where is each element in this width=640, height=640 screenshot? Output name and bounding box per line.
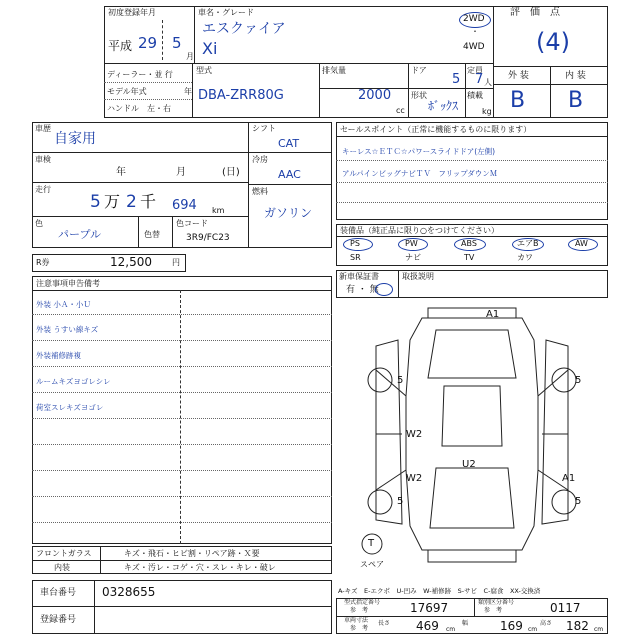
recycle-value: 12,500 [110, 255, 152, 269]
note-rule [32, 314, 332, 315]
warranty-label: 新車保証書 [339, 272, 379, 281]
doors: 5 [452, 72, 461, 87]
mileage-man: 5 [90, 192, 101, 212]
type-value: 17697 [410, 601, 449, 615]
load-label: 積載 [467, 91, 483, 100]
service-label: 取扱説明 [402, 272, 434, 281]
shape-label: 形状 [411, 91, 427, 100]
mileage-rest: 694 [172, 198, 197, 213]
capacity-unit: 人 [484, 78, 492, 87]
load-unit: kg [482, 107, 492, 116]
interior-glass-label: 内装 [54, 563, 70, 572]
drive-2wd: 2WD [463, 14, 485, 24]
car-name: エスクァイア [202, 21, 286, 37]
frame-label: 車台番号 [40, 588, 77, 598]
shift-label: シフト [252, 124, 276, 133]
km-unit: km [212, 206, 225, 215]
vehicle-type: 自家用 [54, 131, 96, 147]
mileage-label: 走行 [35, 185, 51, 194]
spare-text: スペア [360, 560, 384, 569]
note-line-4: ルームキズヨゴレシレ [36, 377, 111, 386]
note-rule [32, 470, 332, 471]
model-year-label: モデル年式 [107, 87, 147, 96]
vehicle-type-label: 車歴 [35, 124, 51, 133]
shift: CAT [278, 137, 300, 150]
handle-label: ハンドル 左・右 [107, 104, 171, 113]
capacity-label: 定員 [467, 66, 483, 75]
wid-unit: cm [528, 626, 538, 633]
mark-5-left-rear: 5 [397, 496, 404, 507]
name-grade-label: 車名・グレード [198, 8, 254, 17]
note-rule [32, 496, 332, 497]
model-label: 型式 [196, 66, 212, 75]
interior-glass-value: キズ・汚レ・コゲ・穴・スレ・キレ・破レ [124, 563, 276, 572]
mark-5-left-front: 5 [397, 375, 404, 386]
interior-label: 内 装 [565, 71, 586, 81]
recycle-unit: 円 [172, 258, 180, 267]
equip-airbag: エアB [517, 239, 539, 248]
equip-sr: SR [350, 253, 361, 262]
damage-legend: A-キズ E-エクボ U-凹み W-補修跡 S-サビ C-腐食 XX-交換済 [338, 587, 541, 595]
type-label: 型式指定番号 [344, 599, 381, 606]
notes-label: 注意事項申告備考 [36, 279, 100, 288]
frame-value: 0328655 [102, 585, 156, 599]
recycle-label: R券 [36, 258, 50, 267]
recycle-box [32, 254, 186, 272]
mark-w2-left-rear: W2 [406, 473, 423, 484]
dealer-label: ディーラー・並 行 [107, 70, 173, 79]
reg-label: 登録番号 [40, 615, 77, 625]
mark-u2: U2 [462, 459, 476, 470]
exterior-label: 外 装 [508, 71, 529, 81]
note-rule [32, 392, 332, 393]
color-change-label: 色替 [144, 230, 160, 239]
capacity: 7 [475, 72, 484, 87]
len-unit: cm [446, 626, 456, 633]
equip-pw: PW [405, 239, 418, 248]
era: 平成 [108, 39, 133, 53]
cls-value: 0117 [550, 601, 581, 615]
warranty-value: 有 ・ 無 [346, 285, 379, 295]
drive-4wd: 4WD [463, 42, 485, 52]
aircon: AAC [278, 168, 301, 181]
note-rule [32, 522, 332, 523]
spare-mark: T [368, 538, 375, 549]
cls-sub: 参 考 [484, 607, 503, 614]
displacement: 2000 [358, 88, 392, 103]
hei-unit: cm [594, 626, 604, 633]
model-year-unit: 年 [184, 87, 192, 96]
header-box [104, 6, 608, 118]
car-diagram [336, 300, 608, 582]
mark-a1-front: A1 [486, 309, 500, 320]
reg-month: 5 [172, 34, 182, 52]
doors-label: ドア [411, 66, 427, 75]
ref1: 車両寸法 [344, 617, 369, 624]
equip-leather: カワ [517, 253, 533, 262]
month-unit: 月 [186, 52, 194, 61]
note-line-2: 外装 うすい線キズ [36, 325, 99, 334]
man-unit: 万 [104, 192, 121, 211]
inspection-label: 車検 [35, 155, 51, 164]
equip-aw: AW [575, 239, 588, 248]
sales-line-2: アルパインビッグナビＴＶ フリップダウンＭ [342, 169, 498, 178]
color: パープル [58, 228, 102, 241]
score-label: 評 価 点 [510, 7, 560, 18]
displacement-unit: cc [396, 106, 405, 115]
exterior-grade: B [510, 88, 526, 113]
wid-value: 169 [500, 619, 523, 633]
equip-navi: ナビ [405, 253, 421, 262]
mark-5-right-front: 5 [575, 375, 582, 386]
aircon-label: 冷房 [252, 155, 268, 164]
sales-line-1: キーレス☆ＥＴＣ☆パワースライドドア(左側) [342, 147, 496, 156]
frame-box [32, 580, 332, 634]
reg-year: 29 [138, 34, 158, 52]
inspection-day: (日) [222, 167, 240, 178]
car-grade: Xi [202, 39, 218, 58]
displacement-label: 排気量 [322, 66, 346, 75]
equipment-label: 装備品（純正品に限り○をつけてください） [340, 226, 499, 235]
note-line-1: 外装 小Ａ・小Ｕ [36, 300, 91, 309]
note-rule [32, 366, 332, 367]
front-glass-value: キズ・飛石・ヒビ割・リペア跡・Ｘ要 [124, 549, 260, 558]
equip-tv: TV [464, 253, 475, 262]
note-line-5: 荷室スレキズヨゴレ [36, 403, 104, 412]
note-rule [32, 340, 332, 341]
model-code: DBA-ZRR80G [198, 88, 284, 103]
mark-5-right-rear: 5 [575, 496, 582, 507]
score: (4) [536, 28, 570, 56]
len-value: 469 [416, 619, 439, 633]
hei-label: 高さ [540, 620, 553, 627]
mark-w2-left: W2 [406, 429, 423, 440]
shape: ﾎﾞｯｸｽ [428, 99, 459, 113]
ref2: 参 考 [350, 625, 369, 632]
first-reg-label: 初度登録年月 [108, 8, 156, 17]
note-rule [32, 418, 332, 419]
color-label: 色 [35, 219, 43, 228]
type-sub: 参 考 [350, 607, 369, 614]
front-glass-label: フロントガラス [36, 549, 92, 558]
equip-abs: ABS [461, 239, 477, 248]
note-rule [32, 444, 332, 445]
wid-label: 幅 [462, 620, 469, 627]
equip-ps: PS [350, 239, 360, 248]
drive-dot: ・ [471, 27, 479, 36]
mileage-sen: 2 [126, 192, 137, 212]
hei-value: 182 [566, 619, 589, 633]
color-code: 3R9/FC23 [186, 233, 230, 243]
inspection-month: 月 [176, 167, 186, 178]
sen-unit: 千 [140, 192, 157, 211]
mark-a1-right: A1 [562, 473, 576, 484]
fuel-label: 燃料 [252, 187, 268, 196]
sales-label: セールスポイント（正常に機能するものに限ります） [340, 125, 532, 134]
cls-label: 類別区分番号 [478, 599, 515, 606]
note-line-3: 外装補修跡複 [36, 351, 81, 360]
inspection-year: 年 [116, 167, 126, 178]
len-label: 長さ [378, 620, 391, 627]
color-code-label: 色コード [176, 219, 208, 228]
interior-grade: B [568, 88, 584, 113]
fuel: ガソリン [264, 206, 313, 220]
